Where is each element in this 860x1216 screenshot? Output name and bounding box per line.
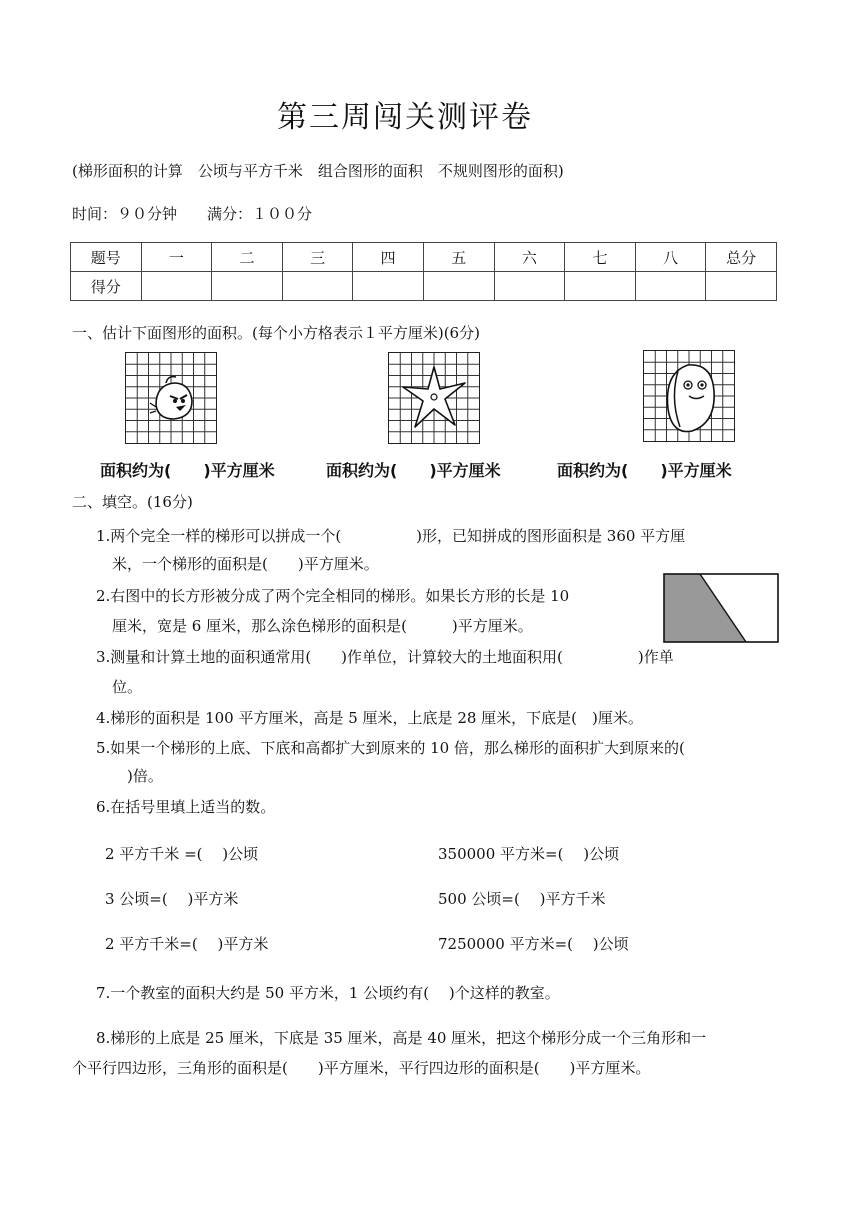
table-cell: 三 xyxy=(282,243,353,272)
table-cell: 总分 xyxy=(706,243,777,272)
table-cell: 题号 xyxy=(71,243,142,272)
score-entry-cell[interactable] xyxy=(565,272,636,301)
question-8-line1: 8.梯形的上底是 25 厘米，下底是 35 厘米，高是 40 厘米，把这个梯形分成一个三角形和一 xyxy=(96,1029,707,1047)
table-cell: 八 xyxy=(635,243,706,272)
conversion-item: 350000 平方米=( )公顷 xyxy=(438,845,620,863)
section1-heading: 一、估计下面图形的面积。(每个小方格表示１平方厘米)(6分) xyxy=(72,324,480,342)
question-7: 7.一个教室的面积大约是 50 平方米，1 公顷约有( )个这样的教室。 xyxy=(96,984,560,1002)
conversion-item: 2 平方千米=( )平方米 xyxy=(105,935,269,953)
table-cell: 七 xyxy=(565,243,636,272)
grid-figure-bird xyxy=(125,352,217,444)
question-5-line2: )倍。 xyxy=(112,767,163,785)
score-table-score-row xyxy=(71,272,777,301)
score-entry-cell[interactable] xyxy=(353,272,424,301)
conversion-item: 2 平方千米 =( )公顷 xyxy=(105,845,259,863)
score-entry-cell[interactable] xyxy=(423,272,494,301)
potato-face-icon xyxy=(644,351,734,441)
score-entry-cell[interactable] xyxy=(494,272,565,301)
table-cell: 五 xyxy=(423,243,494,272)
score-entry-cell[interactable] xyxy=(212,272,283,301)
conversion-item: 7250000 平方米=( )公顷 xyxy=(438,935,629,953)
score-table-header-row xyxy=(71,243,777,272)
conversion-item: 500 公顷=( )平方千米 xyxy=(438,890,606,908)
score-entry-cell[interactable] xyxy=(635,272,706,301)
area-caption-2: 面积约为( )平方厘米 xyxy=(326,461,501,480)
area-caption-3: 面积约为( )平方厘米 xyxy=(557,461,732,480)
question-3-line2: 位。 xyxy=(112,678,143,696)
starfish-icon xyxy=(389,353,479,443)
question-3-line1: 3.测量和计算土地的面积通常用( )作单位，计算较大的土地面积用( )作单 xyxy=(96,648,674,666)
question-1-line1: 1.两个完全一样的梯形可以拼成一个( )形，已知拼成的图形面积是 360 平方厘 xyxy=(96,527,686,545)
question-6: 6.在括号里填上适当的数。 xyxy=(96,798,276,816)
table-cell: 六 xyxy=(494,243,565,272)
score-table xyxy=(70,242,777,301)
conversion-item: 3 公顷=( )平方米 xyxy=(105,890,239,908)
page-title: 第三周闯关测评卷 xyxy=(277,100,533,135)
question-8-line2: 个平行四边形，三角形的面积是( )平方厘米，平行四边形的面积是( )平方厘米。 xyxy=(72,1059,651,1077)
score-entry-cell[interactable] xyxy=(706,272,777,301)
section2-heading: 二、填空。(16分) xyxy=(72,493,193,511)
table-cell: 一 xyxy=(141,243,212,272)
area-caption-1: 面积约为( )平方厘米 xyxy=(100,461,275,480)
question-4: 4.梯形的面积是 100 平方厘米，高是 5 厘米，上底是 28 厘米，下底是( )厘米。 xyxy=(96,709,643,727)
grid-figure-starfish xyxy=(388,352,480,444)
score-entry-cell[interactable] xyxy=(282,272,353,301)
question-1-line2: 米，一个梯形的面积是( )平方厘米。 xyxy=(112,555,379,573)
question-2-line2: 厘米，宽是 6 厘米，那么涂色梯形的面积是( )平方厘米。 xyxy=(112,617,533,635)
question-2-line1: 2.右图中的长方形被分成了两个完全相同的梯形。如果长方形的长是 10 xyxy=(96,587,570,605)
subtitle: (梯形面积的计算 公顷与平方千米 组合图形的面积 不规则图形的面积) xyxy=(72,162,564,180)
bird-icon xyxy=(126,353,216,443)
table-cell: 四 xyxy=(353,243,424,272)
time-score-line: 时间：９０分钟 满分：１００分 xyxy=(72,205,313,223)
rectangle-trapezoid-figure xyxy=(663,573,779,643)
score-entry-cell[interactable] xyxy=(141,272,212,301)
table-cell: 二 xyxy=(212,243,283,272)
question-5-line1: 5.如果一个梯形的上底、下底和高都扩大到原来的 10 倍，那么梯形的面积扩大到原来的( xyxy=(96,739,685,757)
table-cell: 得分 xyxy=(71,272,142,301)
grid-figure-potato xyxy=(643,350,735,442)
